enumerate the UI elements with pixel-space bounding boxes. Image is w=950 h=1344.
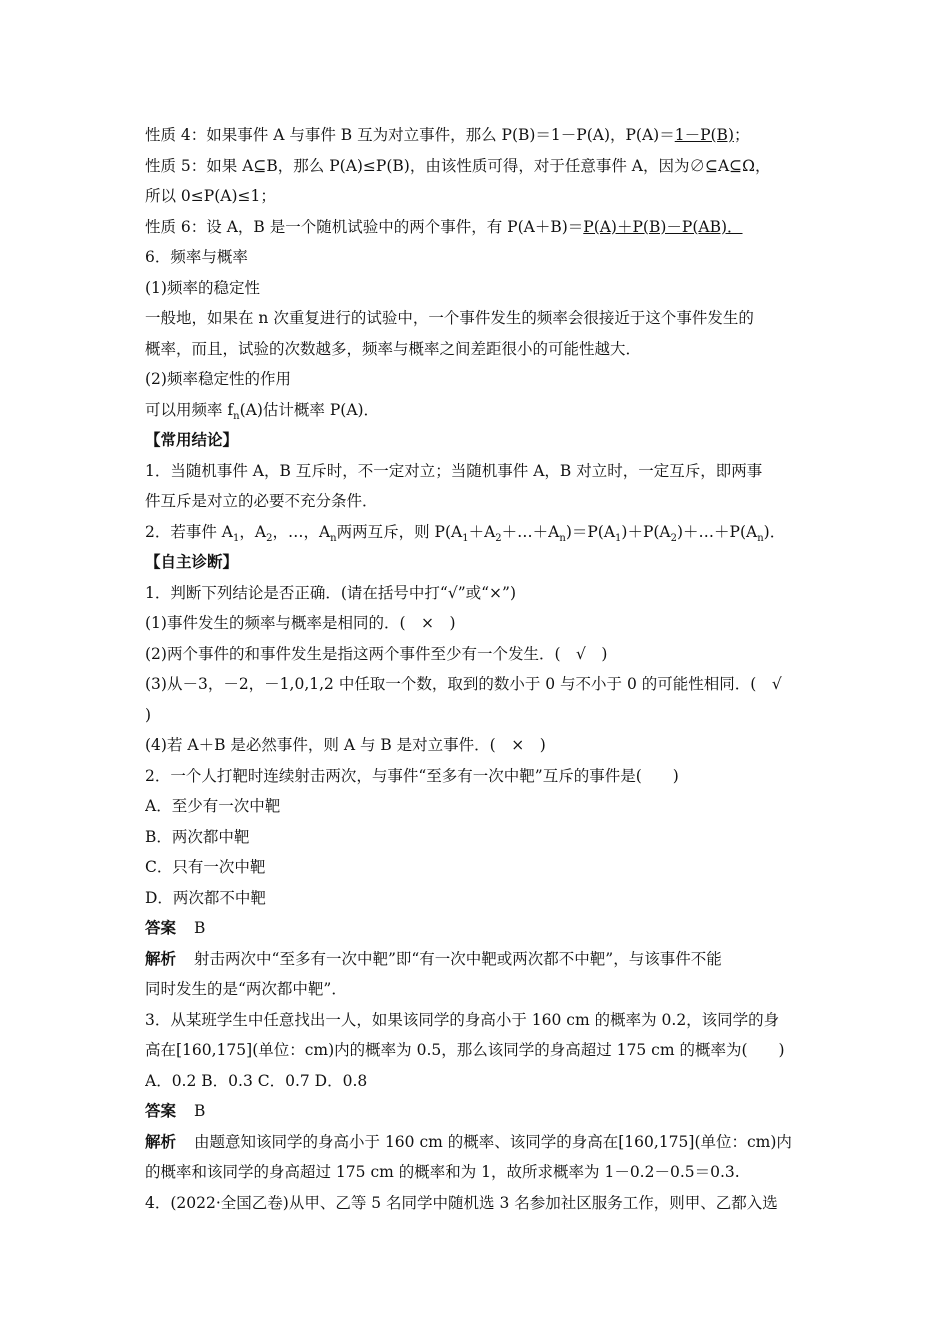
subscript: 1	[232, 532, 240, 544]
document-body	[145, 120, 815, 1218]
text: ＋…＋A	[501, 522, 560, 541]
self-diagnosis-heading: 【自主诊断】	[145, 552, 239, 571]
analysis	[145, 1127, 815, 1158]
item-1: (1)事件发生的频率与概率是相同的．( × )	[145, 614, 456, 632]
analysis-cont: 同时发生的是“两次都中靶”．	[145, 980, 347, 998]
common-conclusions-heading: 【常用结论】	[145, 430, 239, 449]
answer-label: 答案	[145, 1101, 177, 1120]
conclusion-1-cont: 件互斥是对立的必要不充分条件．	[145, 492, 378, 510]
option-b: B．两次都中靶	[145, 827, 250, 846]
paragraph	[145, 395, 815, 426]
answer-value: B	[194, 919, 206, 937]
option-a: A．至少有一次中靶	[145, 797, 281, 815]
text: 可以用频率 f	[145, 400, 234, 419]
question-3-cont: 高在[160,175](单位：cm)内的概率为 0.5，那么该同学的身高超过 175 cm 的概率为( )	[145, 1041, 785, 1059]
subscript: 1	[615, 532, 622, 544]
subscript: 2	[266, 532, 273, 544]
text: 两两互斥，则 P(A	[336, 522, 463, 541]
subscript: 1	[462, 532, 469, 544]
answer	[145, 913, 815, 944]
subscript: n	[330, 532, 337, 544]
answer	[145, 1096, 815, 1127]
subscript: n	[757, 532, 764, 544]
analysis-label: 解析	[145, 948, 177, 968]
option-c: C．只有一次中靶	[145, 858, 266, 876]
item-3-cont: )	[145, 705, 152, 724]
text: )＋…＋P(A	[677, 522, 758, 541]
text: 射击两次中“至多有一次中靶”即“有一次中靶或两次都不中靶”，与该事件不能	[194, 949, 722, 968]
underlined-answer: 1－P(B)	[674, 126, 734, 144]
item-2: (2)两个事件的和事件发生是指这两个事件至少有一个发生．( √ )	[145, 644, 608, 663]
text: ＋A	[468, 522, 496, 541]
text: (A)估计概率 P(A)．	[239, 400, 380, 419]
question-1: 1．判断下列结论是否正确．(请在括号中打“√”或“×”)	[145, 583, 517, 602]
answer-value: B	[194, 1102, 206, 1120]
analysis-label: 解析	[145, 1131, 177, 1151]
subheading: (1)频率的稳定性	[145, 278, 260, 297]
section-heading: 6．频率与概率	[145, 248, 248, 266]
item-3: (3)从－3，－2，－1,0,1,2 中任取一个数，取到的数小于 0 与不小于 0 的可能性相同．( √	[145, 675, 782, 693]
text: )＋P(A	[621, 522, 671, 541]
text: ，…，A	[272, 522, 331, 541]
text: ；	[734, 126, 750, 144]
question-4: 4．(2022·全国乙卷)从甲、乙等 5 名同学中随机选 3 名参加社区服务工作，则甲、乙都入选	[145, 1193, 778, 1212]
text: ，A	[239, 522, 267, 541]
text: 性质 4：如果事件 A 与事件 B 互为对立事件，那么 P(B)＝1－P(A)，P(A)＝	[145, 126, 675, 144]
question-3-options: A．0.2 B．0.3 C．0.7 D．0.8	[145, 1071, 368, 1090]
subheading: (2)频率稳定性的作用	[145, 370, 291, 388]
subscript: n	[559, 532, 566, 544]
property-4	[145, 120, 815, 151]
paragraph: 一般地，如果在 n 次重复进行的试验中，一个事件发生的频率会很接近于这个事件发生的	[145, 309, 754, 327]
paragraph: 概率，而且，试验的次数越多，频率与概率之间差距很小的可能性越大．	[145, 339, 642, 358]
conclusion-1: 1．当随机事件 A，B 互斥时，不一定对立；当随机事件 A，B 对立时，一定互斥，即两事	[145, 461, 763, 480]
text: 由题意知该同学的身高小于 160 cm 的概率、该同学的身高在[160,175](单位：cm)内	[194, 1132, 792, 1151]
answer-label: 答案	[145, 918, 177, 937]
text: 2．若事件 A	[145, 522, 233, 541]
text: 性质 6：设 A，B 是一个随机试验中的两个事件，有 P(A＋B)＝	[145, 217, 584, 236]
text: )．	[763, 522, 786, 541]
subscript: 2	[670, 532, 677, 544]
subscript: 2	[495, 532, 502, 544]
analysis-cont: 的概率和该同学的身高超过 175 cm 的概率和为 1，故所求概率为 1－0.2－0.5＝0.3.	[145, 1163, 740, 1181]
item-4: (4)若 A＋B 是必然事件，则 A 与 B 是对立事件．( × )	[145, 736, 546, 754]
question-2: 2．一个人打靶时连续射击两次，与事件“至多有一次中靶”互斥的事件是( )	[145, 766, 679, 785]
text: )＝P(A	[565, 522, 616, 541]
question-3: 3．从某班学生中任意找出一人，如果该同学的身高小于 160 cm 的概率为 0.2，该同学的身	[145, 1010, 780, 1029]
underlined-answer: P(A)＋P(B)－P(AB)．	[583, 217, 743, 236]
analysis	[145, 944, 815, 975]
property-5: 性质 5：如果 A⊆B，那么 P(A)≤P(B)，由该性质可得，对于任意事件 A，因为∅⊆A⊆Ω，	[145, 156, 771, 175]
conclusion-2	[145, 517, 815, 548]
property-5-cont: 所以 0≤P(A)≤1；	[145, 187, 276, 205]
subscript: n	[233, 410, 240, 422]
option-d: D．两次都不中靶	[145, 888, 266, 907]
property-6	[145, 212, 815, 243]
